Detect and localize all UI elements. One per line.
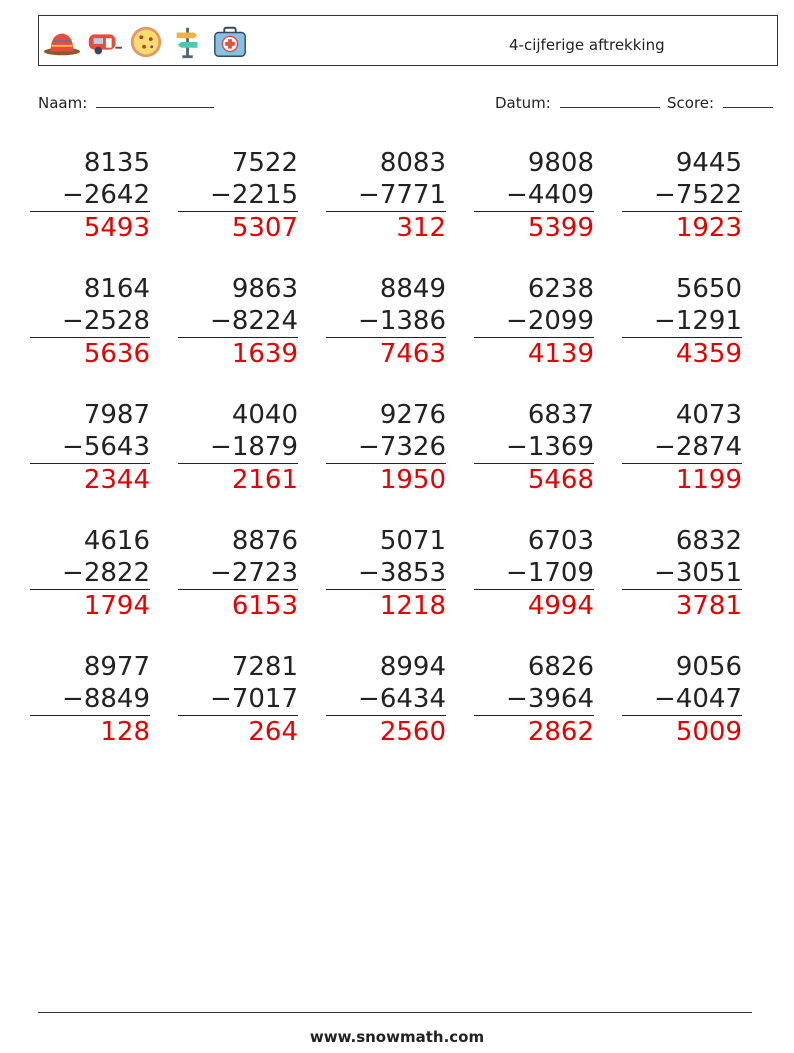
problem-item	[474, 399, 594, 496]
subtrahend: −1386	[326, 305, 446, 338]
answer: 2862	[527, 717, 594, 747]
subtrahend: −2642	[30, 179, 150, 212]
subtrahend: −1369	[474, 431, 594, 464]
problem-item	[178, 273, 298, 370]
answer: 6153	[231, 591, 298, 621]
minuend: 8083	[379, 148, 446, 178]
minuend: 8994	[379, 652, 446, 682]
name-field[interactable]	[38, 92, 214, 112]
hat-icon	[43, 24, 81, 60]
subtrahend: −6434	[326, 683, 446, 716]
first-aid-kit-icon	[211, 24, 249, 60]
minuend: 5071	[379, 526, 446, 556]
date-label: Datum:	[495, 94, 551, 112]
answer: 2344	[83, 465, 150, 495]
minuend: 7522	[231, 148, 298, 178]
answer: 3781	[675, 591, 742, 621]
answer: 312	[396, 213, 446, 243]
minuend: 7987	[83, 400, 150, 430]
problem-item	[30, 399, 150, 496]
subtrahend: −3964	[474, 683, 594, 716]
minuend: 9863	[231, 274, 298, 304]
subtrahend: −4047	[622, 683, 742, 716]
problem-item	[30, 147, 150, 244]
subtrahend: −7771	[326, 179, 446, 212]
subtrahend: −7522	[622, 179, 742, 212]
subtrahend: −8849	[30, 683, 150, 716]
problem-item	[474, 147, 594, 244]
icon-row	[43, 24, 249, 60]
answer: 2161	[231, 465, 298, 495]
minuend: 4040	[231, 400, 298, 430]
answer: 1639	[231, 339, 298, 369]
minuend: 6832	[675, 526, 742, 556]
minuend: 5650	[675, 274, 742, 304]
pizza-icon	[127, 24, 165, 60]
camper-icon	[85, 24, 123, 60]
problem-item	[178, 651, 298, 748]
answer: 5009	[675, 717, 742, 747]
minuend: 8135	[83, 148, 150, 178]
date-line[interactable]	[560, 92, 660, 108]
subtrahend: −7017	[178, 683, 298, 716]
minuend: 6826	[527, 652, 594, 682]
minuend: 9276	[379, 400, 446, 430]
subtrahend: −1291	[622, 305, 742, 338]
problem-item	[326, 399, 446, 496]
answer: 7463	[379, 339, 446, 369]
subtrahend: −4409	[474, 179, 594, 212]
subtrahend: −5643	[30, 431, 150, 464]
problem-item	[178, 399, 298, 496]
minuend: 8876	[231, 526, 298, 556]
worksheet-title: 4-cijferige aftrekking	[509, 36, 665, 54]
minuend: 9445	[675, 148, 742, 178]
minuend: 6238	[527, 274, 594, 304]
answer: 4139	[527, 339, 594, 369]
score-field[interactable]	[667, 92, 773, 112]
problem-item	[326, 525, 446, 622]
problem-item	[178, 147, 298, 244]
subtrahend: −2215	[178, 179, 298, 212]
answer: 5307	[231, 213, 298, 243]
answer: 5493	[83, 213, 150, 243]
answer: 4359	[675, 339, 742, 369]
problem-item	[326, 651, 446, 748]
subtrahend: −2099	[474, 305, 594, 338]
subtrahend: −2528	[30, 305, 150, 338]
minuend: 4616	[83, 526, 150, 556]
answer: 1950	[379, 465, 446, 495]
name-label: Naam:	[38, 94, 88, 112]
problem-item	[30, 651, 150, 748]
minuend: 4073	[675, 400, 742, 430]
answer: 2560	[379, 717, 446, 747]
minuend: 8849	[379, 274, 446, 304]
subtrahend: −3051	[622, 557, 742, 590]
minuend: 6837	[527, 400, 594, 430]
answer: 5399	[527, 213, 594, 243]
subtrahend: −3853	[326, 557, 446, 590]
date-field[interactable]	[495, 92, 660, 112]
problem-item	[474, 273, 594, 370]
header-box	[38, 15, 778, 66]
problem-item	[326, 147, 446, 244]
minuend: 9808	[527, 148, 594, 178]
problem-item	[474, 651, 594, 748]
answer: 1199	[675, 465, 742, 495]
answer: 5636	[83, 339, 150, 369]
subtrahend: −8224	[178, 305, 298, 338]
subtrahend: −2822	[30, 557, 150, 590]
subtrahend: −1879	[178, 431, 298, 464]
problem-item	[326, 273, 446, 370]
problem-item	[622, 273, 742, 370]
footer-website: www.snowmath.com	[309, 1028, 485, 1046]
problem-item	[474, 525, 594, 622]
problem-item	[622, 525, 742, 622]
subtrahend: −2723	[178, 557, 298, 590]
problem-item	[622, 651, 742, 748]
signpost-icon	[169, 24, 207, 60]
answer: 128	[100, 717, 150, 747]
name-line[interactable]	[96, 92, 214, 108]
problem-item	[622, 147, 742, 244]
answer: 4994	[527, 591, 594, 621]
score-label: Score:	[667, 94, 715, 112]
score-line[interactable]	[723, 92, 773, 108]
minuend: 8164	[83, 274, 150, 304]
answer: 1923	[675, 213, 742, 243]
problem-item	[30, 525, 150, 622]
answer: 1794	[83, 591, 150, 621]
minuend: 7281	[231, 652, 298, 682]
subtrahend: −2874	[622, 431, 742, 464]
problem-item	[178, 525, 298, 622]
subtrahend: −1709	[474, 557, 594, 590]
minuend: 8977	[83, 652, 150, 682]
problem-item	[622, 399, 742, 496]
problem-item	[30, 273, 150, 370]
answer: 5468	[527, 465, 594, 495]
subtrahend: −7326	[326, 431, 446, 464]
answer: 264	[248, 717, 298, 747]
problem-grid	[0, 147, 794, 787]
minuend: 9056	[675, 652, 742, 682]
minuend: 6703	[527, 526, 594, 556]
answer: 1218	[379, 591, 446, 621]
footer-divider	[38, 1012, 752, 1013]
